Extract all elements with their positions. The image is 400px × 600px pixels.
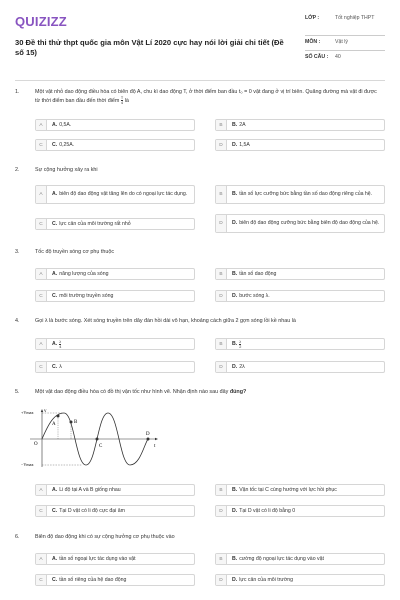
option-2c[interactable] [35,218,195,230]
question-text-body: Một vật nhỏ dao động điều hòa có biên độ A, chu kì dao động T, ở thời điểm ban đầu t₀ = 0 vật đang ở vị trí biên. Quãng đường mà vật đi được từ thời điểm ban đầu đến thời điểm [35,89,377,104]
option-key: A. [52,555,58,562]
point-b-label: B [74,420,78,425]
option-key: A. [52,191,58,198]
question-number: 2. [15,167,20,173]
option-text [52,291,190,301]
option-1a[interactable] [35,119,195,131]
option-label: bước sóng λ. [239,292,270,299]
option-key: D. [232,141,238,148]
option-label: 0,25A. [59,141,75,148]
option-key: B. [232,191,238,198]
option-1b[interactable] [215,119,385,131]
option-text [52,140,190,150]
meta-count-label: SỐ CÂU : [305,54,329,60]
fraction-numerator: λ [59,339,62,344]
option-label: Tại D vật có li độ cực đại âm [59,507,125,514]
question-number: 6. [15,534,20,540]
question-text: Sự cộng hưởng xảy ra khi [35,167,98,173]
option-key: B. [232,270,238,277]
option-5d[interactable] [215,505,385,517]
point-d-label: D [146,432,150,437]
option-label: môi trường truyền sóng [59,292,114,299]
fraction-numerator: λ [239,339,242,344]
option-text [52,575,190,585]
option-text [232,485,380,495]
option-text [52,506,190,516]
option-letter: C [36,575,47,585]
option-5b[interactable] [215,484,385,496]
option-key: C. [52,292,58,299]
t-axis-label: t [154,444,156,449]
option-letter: A [36,120,47,130]
option-text [52,186,190,203]
question-number: 4. [15,318,20,324]
option-3a[interactable] [35,268,195,280]
option-letter: C [36,362,47,372]
option-letter: A [36,186,47,203]
meta-count-value: 40 [335,54,341,60]
point-c-label: C [99,444,103,449]
option-letter: B [216,120,227,130]
neg-vmax-label: −Vmax [21,462,34,467]
question-number: 1. [15,89,20,95]
option-label: Vận tốc tại C cùng hướng với lực hồi phục [239,486,337,493]
point-a-label: A [52,422,56,427]
option-label: 1,5A [239,141,250,148]
option-letter: B [216,339,227,349]
option-label: lực cản của môi trường [239,576,294,583]
option-letter: B [216,554,227,564]
option-letter: C [36,291,47,301]
fraction [239,340,241,349]
fraction-numerator: T [120,96,124,100]
option-label: tần số ngoại lực tác dụng vào vật [59,555,136,562]
v-axis-arrow [41,409,43,412]
option-2a[interactable] [35,185,195,204]
option-label: tần số riêng của hệ dao động [59,576,127,583]
option-key: C. [52,576,58,583]
fraction-denominator: 2 [239,344,242,349]
option-text [232,186,380,203]
option-label: 0,5A. [59,121,72,128]
option-text [52,269,190,279]
option-key: B. [232,555,238,562]
option-key: A. [52,270,58,277]
option-key: D. [232,576,238,583]
option-letter: D [216,362,227,372]
option-letter: A [36,269,47,279]
option-1d[interactable] [215,139,385,151]
fraction-denominator: 4 [121,101,124,105]
option-letter: D [216,215,227,232]
option-text [52,554,190,564]
option-label: cường độ ngoại lực tác dụng vào vật [239,555,324,562]
option-key: D. [232,363,238,370]
quizizz-logo: QUIZIZZ [15,14,67,29]
option-letter: C [36,219,47,229]
option-text [232,362,380,372]
meta-separator [305,35,385,36]
question-text-emphasis: đúng? [229,389,247,395]
option-label: 2A [239,121,246,128]
option-text [232,215,380,232]
option-key: A. [52,486,58,493]
point-c-marker [96,438,99,441]
meta-subject-label: MÔN : [305,39,321,45]
question-text [35,389,383,396]
meta-separator [305,50,385,51]
option-label: 2λ [239,363,245,370]
option-label: biên độ dao động cưỡng bức bằng biên độ dao động của hệ. [239,220,380,227]
option-label: năng lượng của sóng [59,270,109,277]
fraction [121,96,123,105]
option-key: D. [232,507,238,514]
option-label: biên độ dao động vật tăng lên do có ngoại lực tác dụng. [59,191,188,198]
option-6c[interactable] [35,574,195,586]
option-key: D. [232,220,238,227]
option-label: λ [59,363,62,370]
option-key: A. [52,121,58,128]
option-4c[interactable] [35,361,195,373]
vmax-label: +Vmax [21,410,34,415]
option-letter: A [36,485,47,495]
header-divider [15,80,385,81]
meta-class-label: LỚP : [305,15,320,21]
option-4d[interactable] [215,361,385,373]
question-number: 3. [15,249,20,255]
option-letter: C [36,506,47,516]
question-number: 5. [15,389,20,395]
question-text: Gọi λ là bước sóng. Xét sóng truyền trên dây đàn hồi dài vô hạn, khoảng cách giữa 2 gợn sóng lồi kề nhau là [35,318,296,324]
question-text: Biên độ dao động khi có sự cộng hưởng cơ phụ thuộc vào [35,534,175,540]
option-text [52,362,190,372]
option-text [52,339,190,349]
t-axis-arrow [155,438,158,440]
option-key: C. [52,507,58,514]
option-letter: D [216,575,227,585]
option-3d[interactable] [215,290,385,302]
question-text-body: Một vật dao động điều hòa có đồ thị vận tốc như hình vẽ. Nhận định nào sau đây [35,389,229,395]
option-6a[interactable] [35,553,195,565]
option-2b[interactable] [215,185,385,204]
option-letter: C [36,140,47,150]
meta-class-value: Tốt nghiệp THPT [335,15,375,21]
option-2d[interactable] [215,214,385,233]
option-text [232,269,380,279]
option-text [232,554,380,564]
fraction [59,340,61,349]
fraction-denominator: 4 [59,344,62,349]
option-key: A. [52,340,58,347]
question-text: Tốc độ truyền sóng cơ phụ thuộc [35,249,115,255]
option-text [52,219,190,229]
option-5a[interactable] [35,484,195,496]
option-text [232,339,380,349]
option-key: C. [52,141,58,148]
option-text [232,140,380,150]
option-text [232,575,380,585]
option-label: Tại D vật có li độ bằng 0 [239,507,296,514]
origin-label: O [34,442,38,447]
option-6d[interactable] [215,574,385,586]
option-letter: D [216,506,227,516]
option-1c[interactable] [35,139,195,151]
meta-subject-value: Vật lý [335,39,348,45]
worksheet-header [15,10,385,74]
option-key: B. [232,121,238,128]
option-5c[interactable] [35,505,195,517]
option-key: B. [232,486,238,493]
v-axis-label: v [44,409,47,414]
option-4a[interactable] [35,338,195,350]
document-title: 30 Đề thi thử thpt quốc gia môn Vật Lí 2020 cực hay nói lời giải chi tiết (Đề số 15) [15,38,284,57]
option-text [232,506,380,516]
option-key: D. [232,292,238,299]
option-label: tần số dao động [239,270,277,277]
point-a-marker [57,415,60,418]
velocity-graph [20,405,160,469]
option-key: C. [52,220,58,227]
option-letter: A [36,554,47,564]
option-text [232,120,380,130]
option-text [52,485,190,495]
option-letter: B [216,186,227,203]
option-label: tần số lực cưỡng bức bằng tần số dao động riêng của hệ. [239,191,373,198]
option-label: Li độ tại A và B giống nhau [59,486,121,493]
option-text [52,120,190,130]
option-text [232,291,380,301]
point-b-marker [70,421,73,424]
point-d-marker [147,438,150,441]
option-6b[interactable] [215,553,385,565]
option-key: B. [232,340,238,347]
option-letter: D [216,291,227,301]
option-key: C. [52,363,58,370]
question-text [35,89,383,105]
option-4b[interactable] [215,338,385,350]
option-letter: D [216,140,227,150]
option-3b[interactable] [215,268,385,280]
option-3c[interactable] [35,290,195,302]
option-letter: A [36,339,47,349]
option-label: lực cản của môi trường rất nhỏ [59,220,131,227]
question-text-tail: là [124,97,129,104]
option-letter: B [216,485,227,495]
option-letter: B [216,269,227,279]
